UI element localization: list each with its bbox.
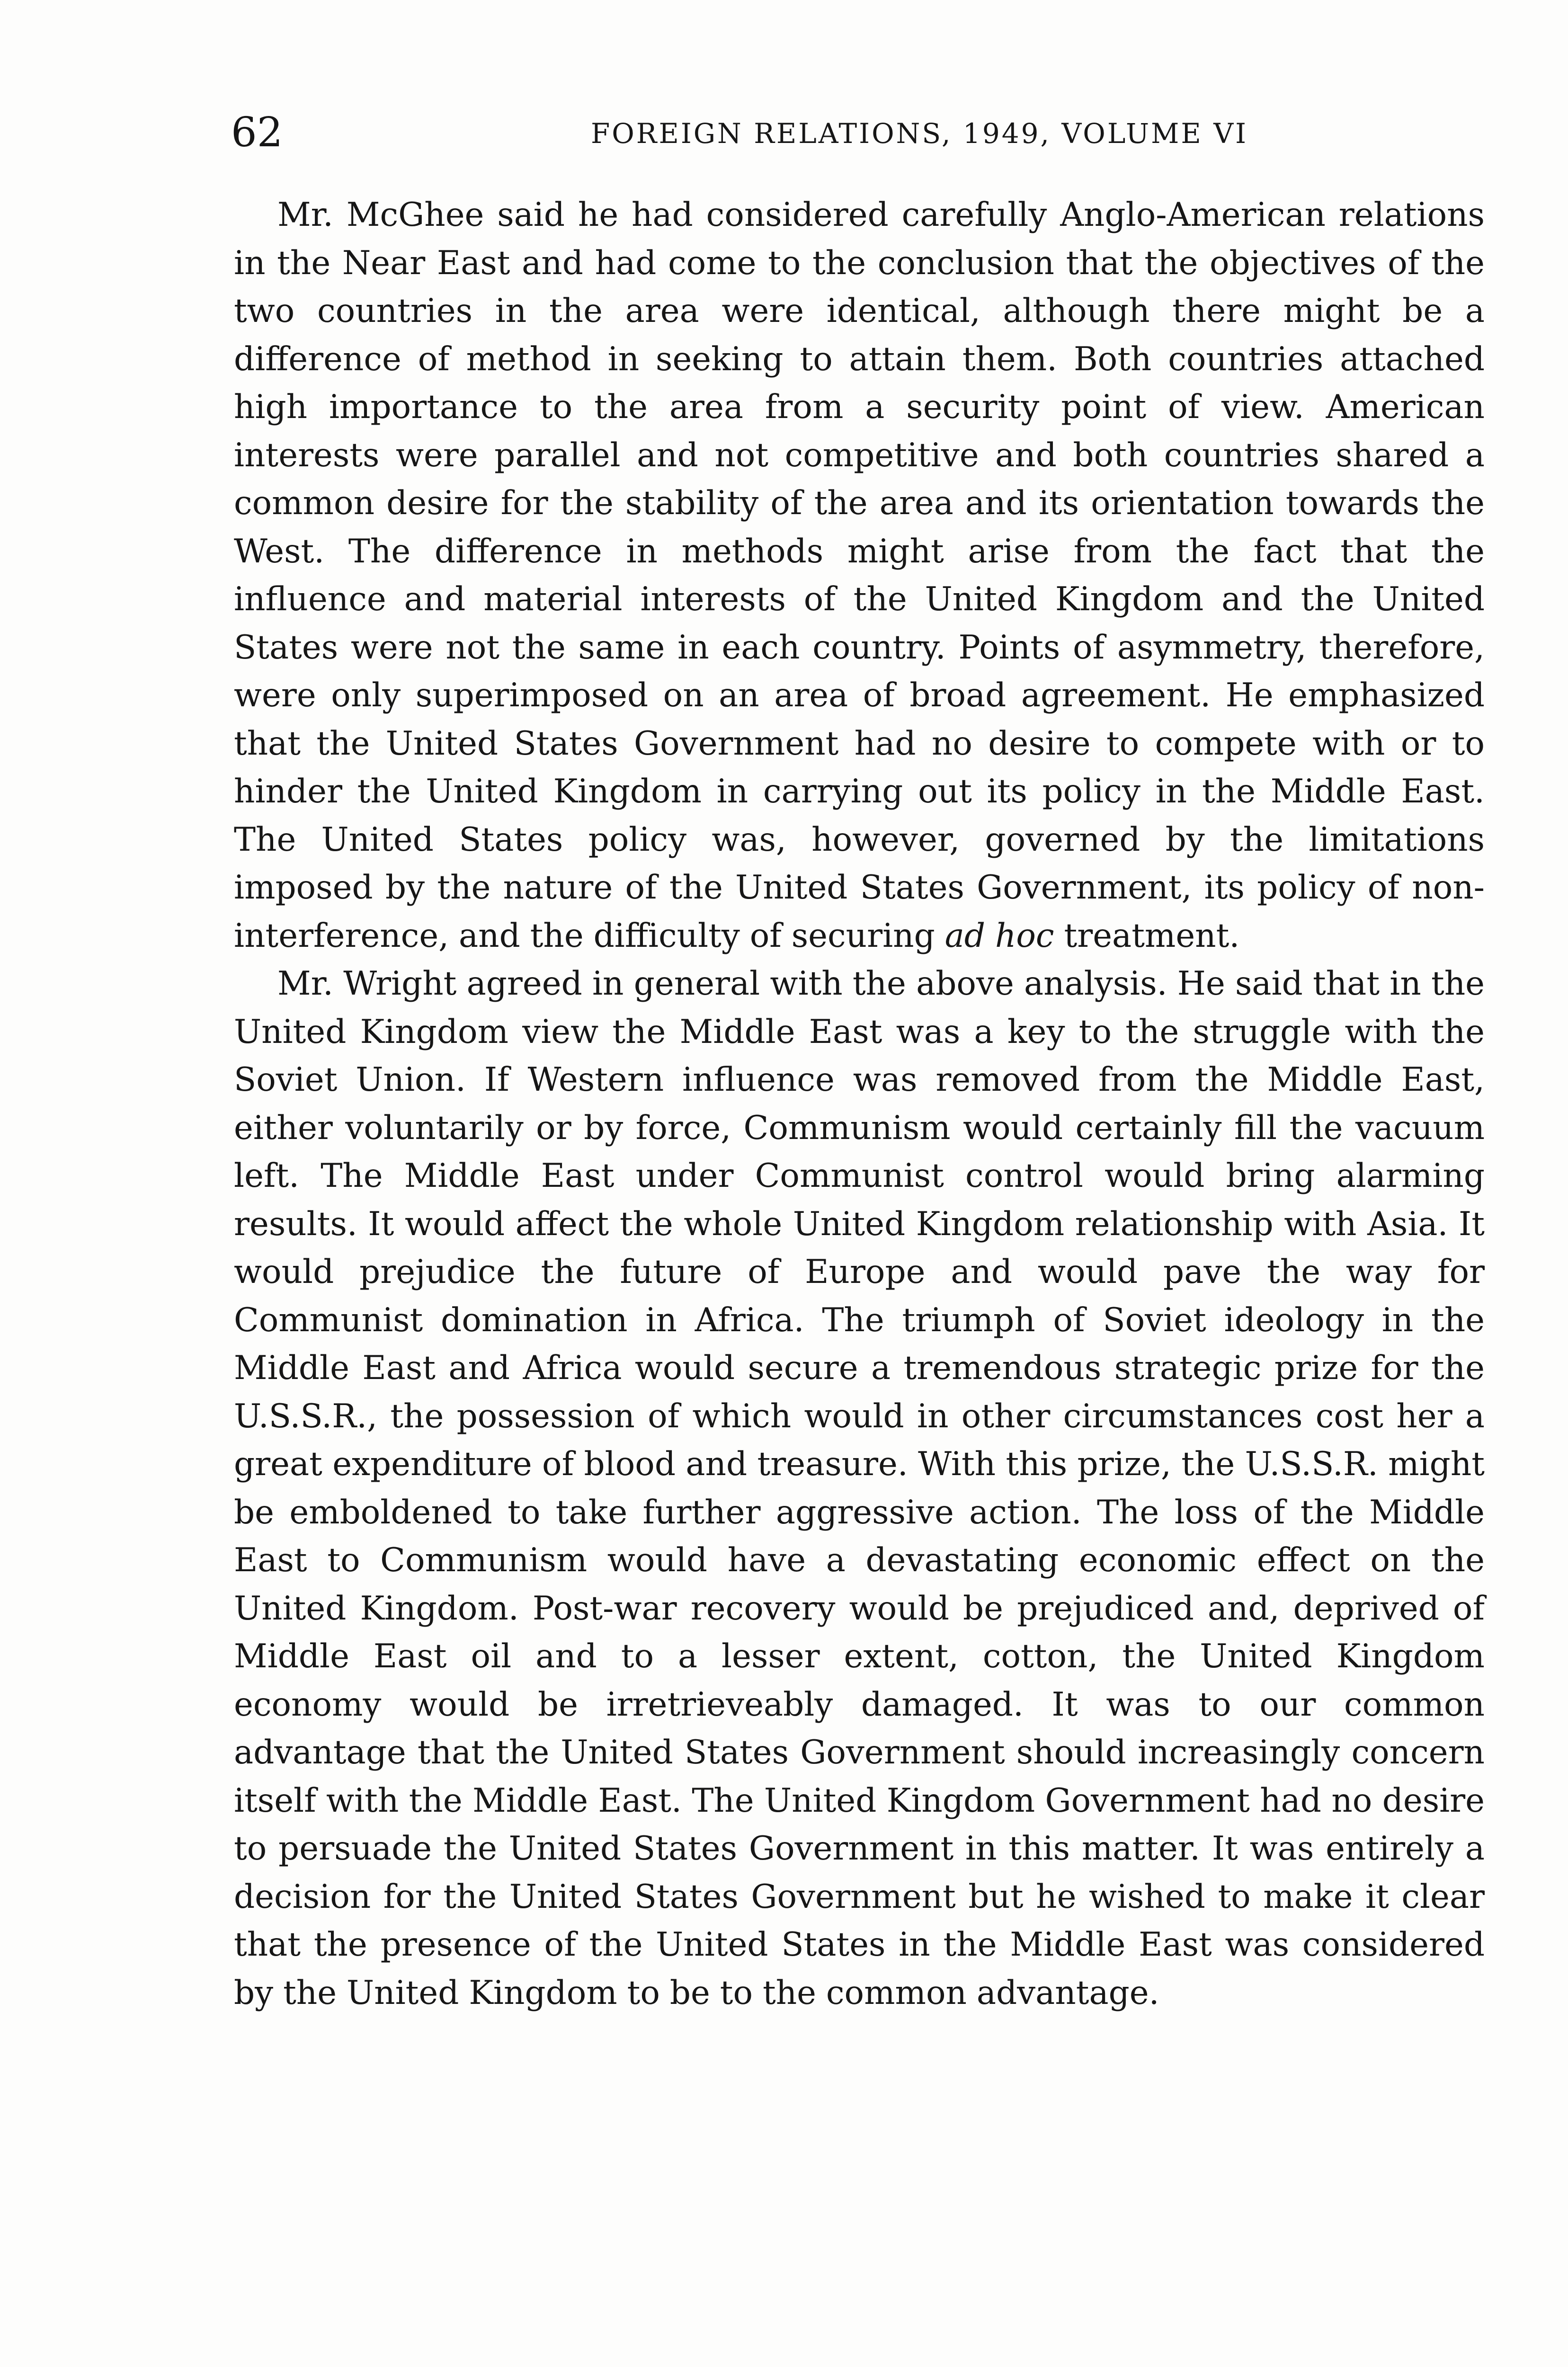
- paragraph-wright: Mr. Wright agreed in general with the above analysis. He said that in the United Kingdom view the Middle East was a key to the struggle with the Soviet Union. If Western influence was removed from the Middle East, either voluntarily or by force, Communism would certainly fill the vacuum left. The Middle East under Communist control would bring alarming results. It would affect the whole United Kingdom relationship with Asia. It would prejudice the future of Europe and would pave the way for Communist domination in Africa. The triumph of Soviet ideology in the Middle East and Africa would secure a tremendous strategic prize for the U.S.S.R., the possession of which would in other circumstances cost her a great expenditure of blood and treasure. With this prize, the U.S.S.R. might be emboldened to take further aggressive action. The loss of the Middle East to Communism would have a devastating economic effect on the United Kingdom. Post-war recovery would be prejudiced and, deprived of Middle East oil and to a lesser extent, cotton, the United Kingdom economy would be irretrieveably damaged. It was to our common advantage that the United States Government should increasingly concern itself with the Middle East. The United Kingdom Government had no desire to persuade the United States Government in this matter. It was entirely a decision for the United States Government but he wished to make it clear that the presence of the United States in the Middle East was considered by the United Kingdom to be to the common advantage.: [234, 965, 1485, 2012]
- body-text: [234, 191, 1485, 2017]
- paragraph-mcghee: [234, 191, 1485, 960]
- latin-phrase: ad hoc: [944, 917, 1054, 955]
- running-title: FOREIGN RELATIONS, 1949, VOLUME VI: [591, 117, 1248, 150]
- page-number: 62: [231, 109, 283, 156]
- running-head: [231, 107, 1485, 163]
- paragraph-mcghee-text: Mr. McGhee said he had considered carefully Anglo-American relations in the Near East and had come to the conclusion that the objectives of the two countries in the area were identical, although there might be a difference of method in seeking to attain them. Both countries attached high importance to the area from a security point of view. American interests were parallel and not competitive and both countries shared a common desire for the stability of the area and its orientation towards the West. The difference in methods might arise from the fact that the influence and material interests of the United Kingdom and the United States were not the same in each country. Points of asymmetry, therefore, were only superimposed on an area of broad agreement. He emphasized that the United States Government had no desire to compete with or to hinder the United Kingdom in carrying out its policy in the Middle East. The United States policy was, however, governed by the limitations imposed by the nature of the United States Government, its policy of non-interference, and the difficulty of securing: [234, 196, 1485, 955]
- paragraph-mcghee-ending: treatment.: [1054, 917, 1240, 955]
